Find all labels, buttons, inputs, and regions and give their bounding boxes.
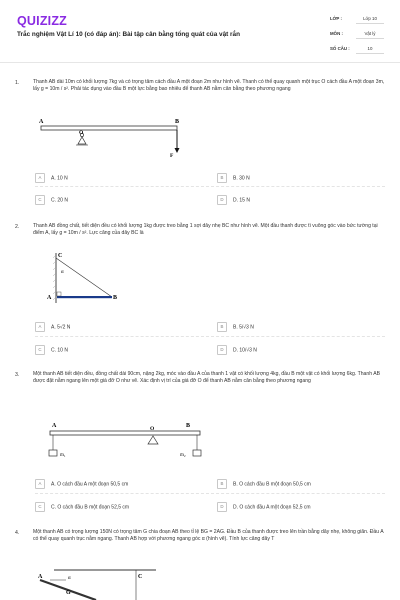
option-c[interactable]: C C. 10 N [35, 345, 68, 354]
rod [41, 126, 177, 130]
label-m1: m₁ [60, 453, 66, 458]
question-number: 1. [15, 80, 20, 86]
label-m2: m₂ [180, 453, 186, 458]
string-bc [56, 258, 112, 297]
meta-label-class: LỚP : [330, 16, 342, 21]
label-b: B [186, 423, 191, 429]
quizizz-logo: QUIZIZZ [17, 14, 68, 28]
question-text: Một thanh AB có trọng lượng 150N có trọng tâm G chia đoạn AB theo tỉ lệ BG = 2AG. Đầu B của thanh được treo lên trần bằng dây nhẹ, không giãn. Đầu A có thể quay quanh trục nằm ngang. Thanh AB hợp với phương ngang góc α (hình vẽ). Tính lực căng dây T [33, 529, 384, 542]
option-a[interactable]: A A. 10 N [35, 173, 68, 182]
rod-ab [57, 296, 112, 298]
label-f: F [170, 153, 174, 159]
option-c[interactable]: C C. O cách đầu B một đoạn 52,5 cm [35, 502, 129, 511]
label-b: B [113, 295, 118, 301]
support-triangle [78, 137, 86, 144]
option-b[interactable]: B B. O cách đầu B một đoạn 50,5 cm [217, 479, 311, 488]
label-a: A [47, 295, 52, 301]
meta-label-count: SỐ CÂU : [330, 46, 350, 51]
option-d[interactable]: D D. O cách đầu A một đoạn 52,5 cm [217, 502, 311, 511]
option-b[interactable]: B B. 5/√3 N [217, 322, 254, 331]
mass-m1 [49, 450, 57, 456]
option-a[interactable]: A A. 5√2 N [35, 322, 70, 331]
label-o: O [150, 426, 155, 432]
mass-m2 [193, 450, 201, 456]
label-alpha: α [61, 270, 64, 275]
label-c: C [58, 253, 63, 259]
meta-value-count: 10 [356, 44, 384, 54]
label-alpha: α [68, 576, 71, 581]
meta-value-class: Lớp 10 [356, 14, 384, 24]
label-a: A [52, 423, 57, 429]
option-d[interactable]: D D. 10/√3 N [217, 345, 257, 354]
option-c[interactable]: C C. 20 N [35, 195, 68, 204]
option-b[interactable]: B B. 30 N [217, 173, 250, 182]
label-a: A [39, 119, 44, 125]
question-text: Thanh AB đồng chất, tiết diện đều có khối lượng 1kg được treo bằng 1 sợi dây nhẹ BC như hình vẽ. Một đầu thanh được tì vuông góc vào bức tường tại điểm A, lấy g = 10m / s². Lực căng của dây BC là [33, 223, 378, 236]
figure-lever-q1 [36, 116, 196, 162]
label-c: C [138, 574, 143, 580]
rod [50, 431, 200, 435]
option-a[interactable]: A A. O cách đầu A một đoạn 50,5 cm [35, 479, 128, 488]
question-number: 4. [15, 530, 20, 536]
figure-tilted-rod-q4 [36, 566, 166, 600]
figure-lever-q3 [40, 414, 212, 462]
meta-value-subject: Vật lý [356, 29, 384, 39]
page-header [0, 0, 400, 63]
label-o: O [79, 130, 84, 136]
question-number: 3. [15, 372, 20, 378]
support-triangle [148, 436, 158, 444]
question-text: Thanh AB dài 10m có khối lượng 7kg và có trọng tâm cách đầu A một đoạn 2m như hình vẽ. Thanh có thể quay quanh một trục O cách đầu A một đoạn 3m, lấy g = 10m / s². Phải tác dụng vào đầu B một lực bằng bao nhiêu để thanh AB nằm cân bằng theo phương ngang [33, 79, 385, 92]
meta-label-subject: MÔN : [330, 31, 343, 36]
figure-hanging-rod-q2 [40, 250, 130, 306]
page-title: Trắc nghiệm Vật Lí 10 (có đáp án): Bài tập cân bằng tổng quát của vật rắn [17, 31, 241, 38]
label-a: A [38, 574, 43, 580]
label-g: G [66, 590, 71, 596]
label-b: B [175, 119, 180, 125]
question-text: Một thanh AB tiết diện đều, đồng chất dài 90cm, nặng 2kg, móc vào đầu A của thanh 1 vật có khối lượng 4kg, đầu B một vật có khối lượng 6kg. Thanh AB được đặt nằm ngang lên một giá đỡ O như vẽ. Xác định vị trí của giá đỡ O để thanh AB nằm cân bằng theo phương ngang [33, 371, 380, 384]
option-d[interactable]: D D. 15 N [217, 195, 250, 204]
question-number: 2. [15, 224, 20, 230]
